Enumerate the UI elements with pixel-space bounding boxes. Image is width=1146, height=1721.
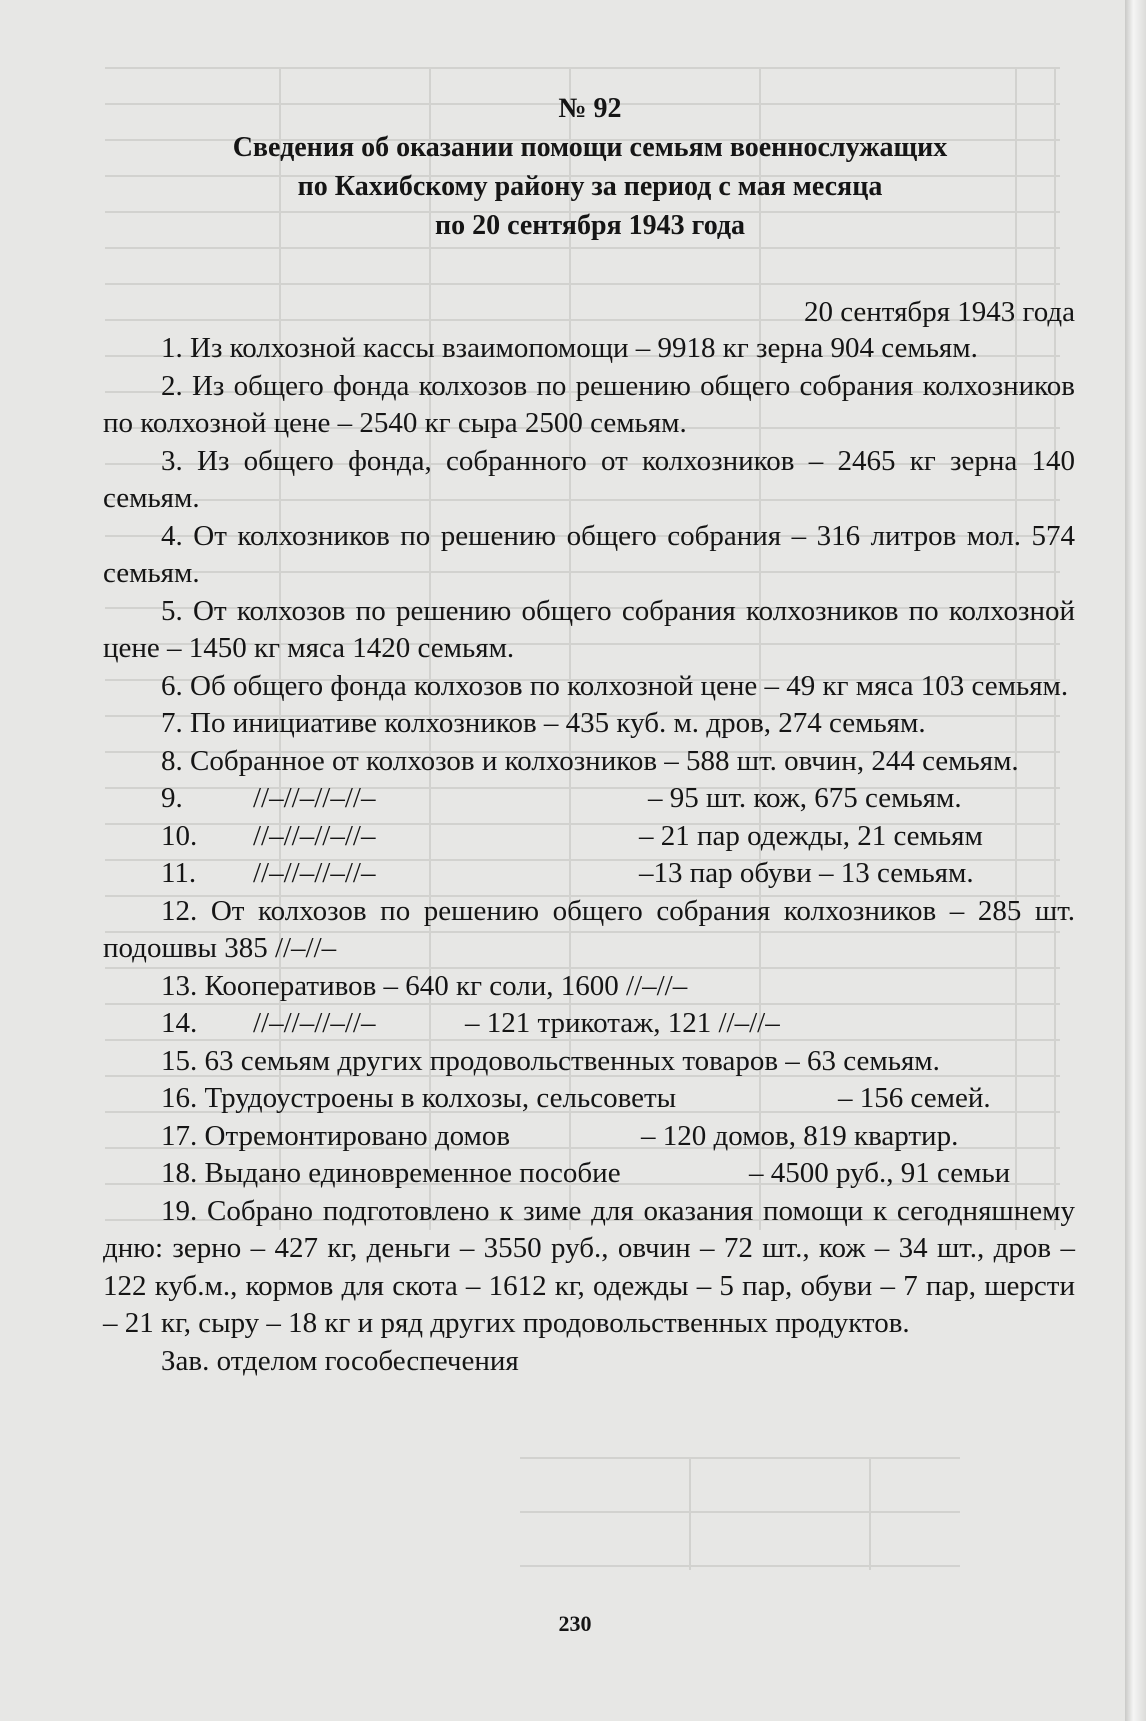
list-item: 15. 63 семьям других продовольственных товаров – 63 семьям. xyxy=(161,1044,940,1077)
list-item: 6. Об общего фонда колхозов по колхозной цене – 49 кг мяса 103 семьям. xyxy=(161,669,1069,702)
ditto-row-number: 11. xyxy=(161,857,197,889)
item-value: – 120 домов, 819 квартир. xyxy=(641,1119,959,1152)
item-value: – 156 семей. xyxy=(838,1082,991,1114)
ditto-row-value: – 95 шт. кож, 675 семьям. xyxy=(648,782,962,814)
list-item xyxy=(103,1080,1075,1118)
list-item: 1. Из колхозной кассы взаимопомощи – 9918 кг зерна 904 семьям. xyxy=(161,332,978,364)
item-label: 17. Отремонтировано домов xyxy=(161,1119,511,1152)
document-number: № 92 xyxy=(558,93,622,124)
ditto-row-number: 9. xyxy=(161,782,183,814)
signature: Зав. отделом гособеспечения xyxy=(161,1344,519,1377)
ditto-marks: //–//–//–//– xyxy=(253,1007,376,1039)
ditto-row-number: 10. xyxy=(161,819,198,852)
ditto-row-value: – 121 трикотаж, 121 //–//– xyxy=(465,1007,780,1039)
list-item: 5. От колхозов по решению общего собрания колхозников по колхозной цене – 1450 кг мяса 1420 семьям. xyxy=(103,594,1075,664)
item-label: 18. Выдано единовременное пособие xyxy=(161,1157,621,1189)
ditto-row xyxy=(103,818,1075,856)
page-edge xyxy=(1125,0,1146,1721)
ditto-marks: //–//–//–//– xyxy=(253,819,376,852)
document-title-line-3: по 20 сентября 1943 года xyxy=(434,210,746,241)
ditto-row-value: –13 пар обуви – 13 семьям. xyxy=(639,857,974,889)
document-header xyxy=(100,89,1080,245)
item-label: 16. Трудоустроены в колхозы, сельсоветы xyxy=(161,1082,677,1114)
ditto-marks: //–//–//–//– xyxy=(253,782,376,814)
ditto-row xyxy=(103,855,1075,893)
list-item: 12. От колхозов по решению общего собрания колхозников – 285 шт. подошвы 385 //–//– xyxy=(103,894,1075,964)
document-title-line-1: Сведения об оказании помощи семьям военнослужащих xyxy=(232,132,948,163)
list-item: 19. Собрано подготовлено к зиме для оказания помощи к сегодняшнему дню: зерно – 427 кг, деньги – 3550 руб., овчин – 72 шт., кож – 34 шт., дров – 122 куб.м., кормов для скота – 1612 кг, одежды – 5 пар, обуви – 7 пар, шерсти – 21 кг, сыру – 18 кг и ряд других продовольственных продуктов. xyxy=(103,1194,1075,1339)
page-number: 230 xyxy=(558,1611,592,1636)
ditto-row-value: – 21 пар одежды, 21 семьям xyxy=(639,819,983,852)
list-item xyxy=(103,1155,1075,1193)
list-item xyxy=(103,1118,1075,1156)
document-date: 20 сентября 1943 года xyxy=(803,296,1075,328)
list-item: 3. Из общего фонда, собранного от колхозников – 2465 кг зерна 140 семьям. xyxy=(103,444,1075,514)
ditto-row xyxy=(103,1005,1075,1043)
document-title-line-2: по Кахибскому району за период с мая месяца xyxy=(297,171,883,202)
list-item: 13. Кооперативов – 640 кг соли, 1600 //–//– xyxy=(161,969,688,1002)
ditto-marks: //–//–//–//– xyxy=(253,857,376,889)
item-value: – 4500 руб., 91 семьи xyxy=(749,1157,1011,1189)
ditto-row xyxy=(103,780,1075,818)
ditto-row-number: 14. xyxy=(161,1007,198,1039)
document-body xyxy=(103,330,1075,1380)
list-item: 2. Из общего фонда колхозов по решению общего собрания колхозников по колхозной цене – 2540 кг сыра 2500 семьям. xyxy=(103,369,1075,439)
list-item: 7. По инициативе колхозников – 435 куб. м. дров, 274 семьям. xyxy=(161,707,926,739)
list-item: 8. Собранное от колхозов и колхозников – 588 шт. овчин, 244 семьям. xyxy=(161,744,1019,777)
list-item: 4. От колхозников по решению общего собрания – 316 литров мол. 574 семьям. xyxy=(103,519,1075,589)
